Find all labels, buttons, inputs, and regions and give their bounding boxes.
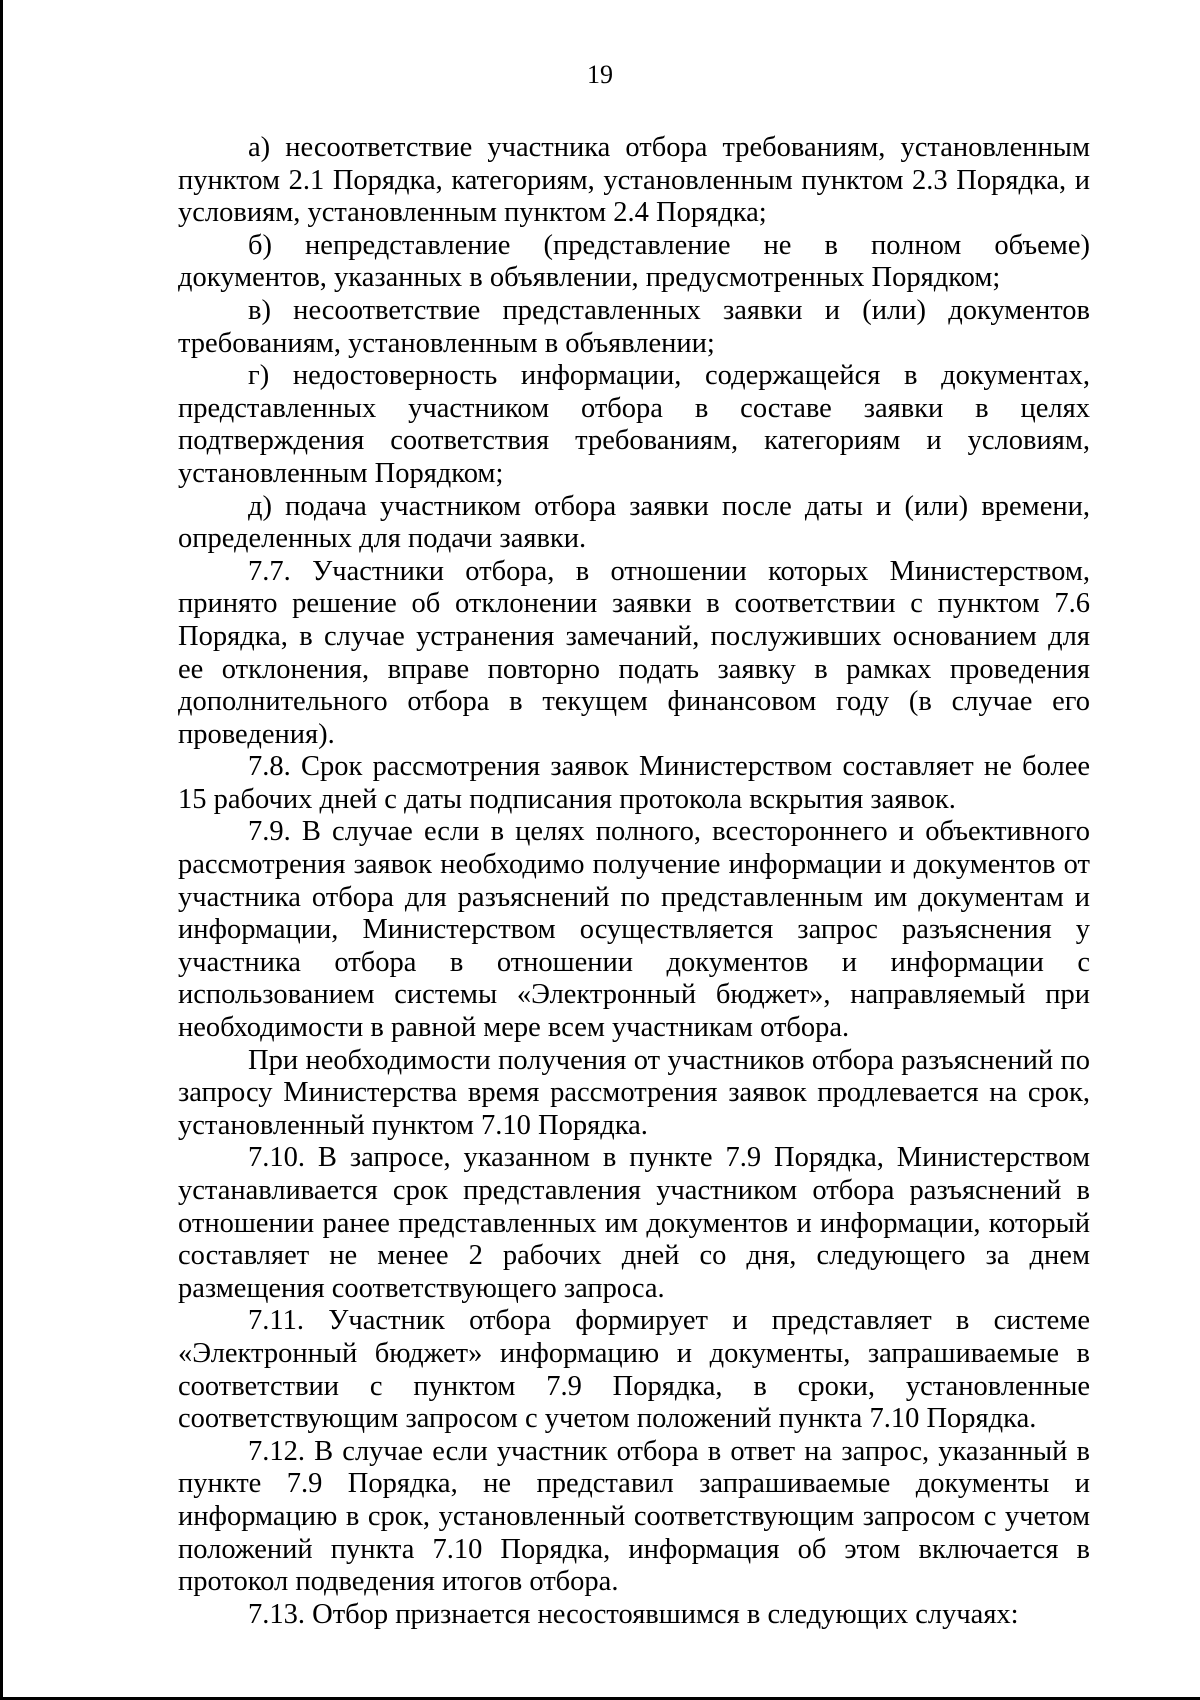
item-g-paragraph: г) недостоверность информации, содержащейся в документах, представленных участником отбора в составе заявки в целях подтверждения соответствия требованиям, категориям и условиям, установленным Порядком; <box>178 360 1090 489</box>
clause-7-12-paragraph: 7.12. В случае если участник отбора в ответ на запрос, указанный в пункте 7.9 Порядка, не представил запрашиваемые документы и информацию в срок, установленный соответствующим запросом с учетом положений пункта 7.10 Порядка, информация об этом включается в протокол подведения итогов отбора. <box>178 1435 1090 1598</box>
scan-border-left <box>0 0 3 1700</box>
item-a-paragraph: а) несоответствие участника отбора требованиям, установленным пунктом 2.1 Порядка, категориям, установленным пунктом 2.3 Порядка, и условиям, установленным пунктом 2.4 Порядка; <box>178 132 1090 229</box>
clarification-extension-paragraph: При необходимости получения от участников отбора разъяснений по запросу Министерства время рассмотрения заявок продлевается на срок, установленный пунктом 7.10 Порядка. <box>178 1044 1090 1141</box>
page-number: 19 <box>587 60 613 89</box>
item-v-paragraph: в) несоответствие представленных заявки и (или) документов требованиям, установленным в объявлении; <box>178 294 1090 359</box>
clause-7-10-paragraph: 7.10. В запросе, указанном в пункте 7.9 Порядка, Министерством устанавливается срок представления участником отбора разъяснений в отношении ранее представленных им документов и информации, который составляет не менее 2 рабочих дней со дня, следующего за днем размещения соответствующего запроса. <box>178 1142 1090 1304</box>
clause-7-7-paragraph: 7.7. Участники отбора, в отношении которых Министерством, принято решение об отклонении заявки в соответствии с пунктом 7.6 Порядка, в случае устранения замечаний, послуживших основанием для ее отклонения, вправе повторно подать заявку в рамках проведения дополнительного отбора в текущем финансовом году (в случае его проведения). <box>178 555 1090 750</box>
clause-7-9-paragraph: 7.9. В случае если в целях полного, всестороннего и объективного рассмотрения заявок необходимо получение информации и документов от участника отбора для разъяснений по представленным им документам и информации, Министерством осуществляется запрос разъяснения у участника отбора в отношении документов и информации с использованием системы «Электронный бюджет», направляемый при необходимости в равной мере всем участникам отбора. <box>178 816 1090 1044</box>
clause-7-13-paragraph: 7.13. Отбор признается несостоявшимся в следующих случаях: <box>248 1598 1019 1630</box>
item-d-paragraph: д) подача участником отбора заявки после даты и (или) времени, определенных для подачи заявки. <box>178 490 1090 555</box>
document-body <box>178 132 1090 1631</box>
clause-7-8-paragraph: 7.8. Срок рассмотрения заявок Министерством составляет не более 15 рабочих дней с даты подписания протокола вскрытия заявок. <box>178 751 1090 815</box>
clause-7-11-paragraph: 7.11. Участник отбора формирует и представляет в системе «Электронный бюджет» информацию и документы, запрашиваемые в соответствии с пунктом 7.9 Порядка, в сроки, установленные соответствующим запросом с учетом положений пункта 7.10 Порядка. <box>178 1305 1090 1435</box>
item-b-paragraph: б) непредставление (представление не в полном объеме) документов, указанных в объявлении, предусмотренных Порядком; <box>178 229 1090 294</box>
